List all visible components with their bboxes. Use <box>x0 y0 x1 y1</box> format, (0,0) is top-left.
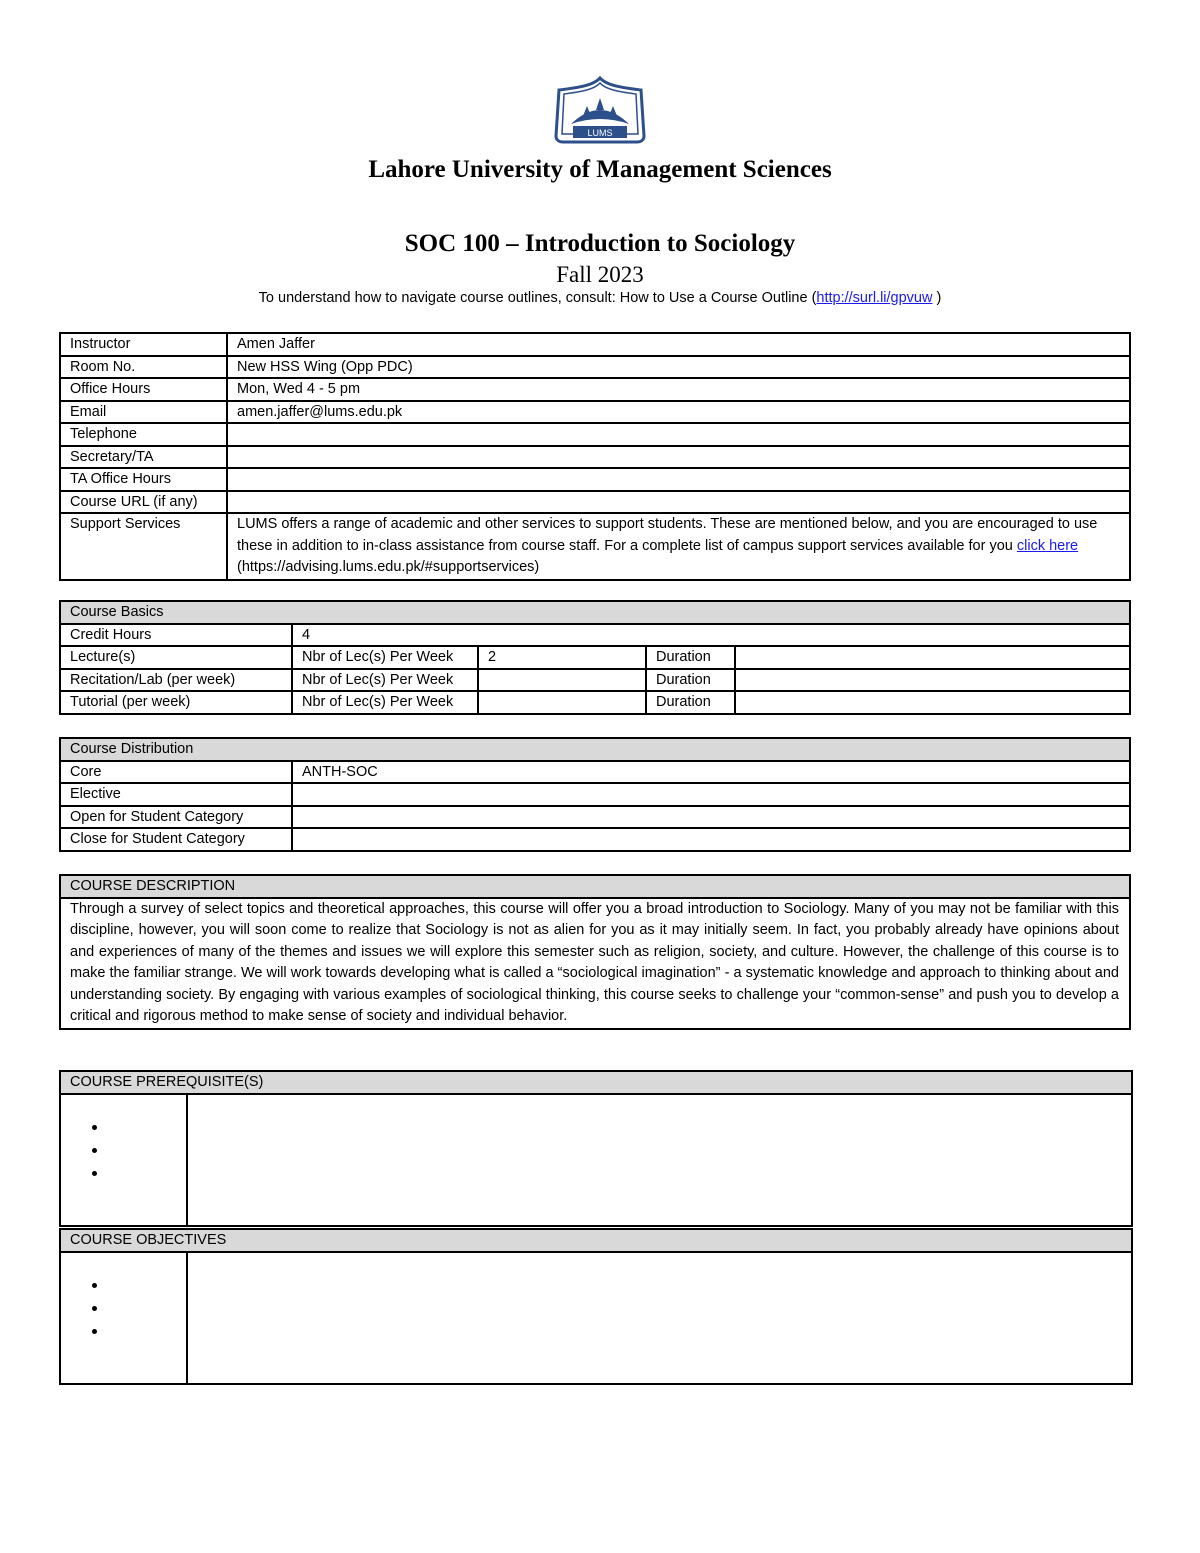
list-item <box>109 1273 186 1296</box>
duration-value <box>735 669 1130 692</box>
list-item <box>109 1161 186 1184</box>
list-item <box>109 1296 186 1319</box>
table-row <box>60 669 1130 692</box>
nbr-value: 2 <box>478 646 646 669</box>
table-header <box>60 601 1130 624</box>
elective-label: Elective <box>60 783 292 806</box>
telephone-label: Telephone <box>60 423 227 446</box>
nbr-label: Nbr of Lec(s) Per Week <box>292 691 478 714</box>
basics-row-label: Tutorial (per week) <box>60 691 292 714</box>
secretary-value <box>227 446 1130 469</box>
ta-hours-label: TA Office Hours <box>60 468 227 491</box>
instructor-value: Amen Jaffer <box>227 333 1130 356</box>
course-outline-guide <box>0 290 1200 306</box>
support-suffix: (https://advising.lums.edu.pk/#supportservices) <box>237 559 540 575</box>
duration-label: Duration <box>646 669 735 692</box>
lums-logo <box>553 76 647 146</box>
table-row <box>60 646 1130 669</box>
course-distribution-table <box>59 737 1131 852</box>
table-row <box>60 446 1130 469</box>
table-row <box>60 491 1130 514</box>
instructor-label: Instructor <box>60 333 227 356</box>
nbr-label: Nbr of Lec(s) Per Week <box>292 646 478 669</box>
credit-value: 4 <box>292 624 1130 647</box>
telephone-value <box>227 423 1130 446</box>
list-item <box>109 1115 186 1138</box>
description-text: Through a survey of select topics and theoretical approaches, this course will offer you a broad introduction to Sociology. Many of you may not be familiar with this discipline, however, you will soon come to realize that Sociology is not as alien for you as it may initially seem. In fact, you probably already have opinions about and experiences of many of the themes and issues we will explore this semester such as religion, society, and culture. However, the challenge of this course is to make the familiar strange. We will work towards developing what is called a “sociological imagination” - a systematic knowledge and approach to thinking about and understanding society. By engaging with various examples of sociological thinking, this course seeks to challenge your “common-sense” and push you to develop a critical and rigorous method to make sense of society and individual behavior. <box>60 898 1130 1029</box>
secretary-label: Secretary/TA <box>60 446 227 469</box>
prerequisites-table <box>59 1070 1133 1227</box>
support-text: LUMS offers a range of academic and other services to support students. These are mentioned below, and you are encouraged to use these in addition to in-class assistance from course staff. For a complete list of campus support services available for you <box>237 516 1098 554</box>
table-row <box>60 1094 1132 1226</box>
objectives-table <box>59 1228 1133 1385</box>
objectives-content <box>187 1252 1132 1384</box>
table-row <box>60 691 1130 714</box>
close-category-value <box>292 828 1130 851</box>
office-hours-value: Mon, Wed 4 - 5 pm <box>227 378 1130 401</box>
room-label: Room No. <box>60 356 227 379</box>
table-row <box>60 783 1130 806</box>
core-value: ANTH-SOC <box>292 761 1130 784</box>
objectives-title: COURSE OBJECTIVES <box>60 1229 1132 1252</box>
logo-text: LUMS <box>587 128 613 138</box>
room-value: New HSS Wing (Opp PDC) <box>227 356 1130 379</box>
nbr-value <box>478 669 646 692</box>
table-row <box>60 761 1130 784</box>
objectives-bullets <box>60 1252 187 1384</box>
distribution-title: Course Distribution <box>60 738 1130 761</box>
guide-link[interactable]: http://surl.li/gpvuw <box>816 290 933 306</box>
course-url-value <box>227 491 1130 514</box>
table-row <box>60 828 1130 851</box>
basics-row-label: Lecture(s) <box>60 646 292 669</box>
table-row <box>60 378 1130 401</box>
core-label: Core <box>60 761 292 784</box>
table-row <box>60 333 1130 356</box>
support-link[interactable]: click here <box>1016 537 1079 554</box>
table-row <box>60 898 1130 1029</box>
table-row <box>60 401 1130 424</box>
course-title: SOC 100 – Introduction to Sociology <box>404 230 796 257</box>
email-label: Email <box>60 401 227 424</box>
course-url-label: Course URL (if any) <box>60 491 227 514</box>
table-row <box>60 468 1130 491</box>
open-category-value <box>292 806 1130 829</box>
support-services-text <box>227 513 1130 580</box>
description-title: COURSE DESCRIPTION <box>60 875 1130 898</box>
basics-row-label: Recitation/Lab (per week) <box>60 669 292 692</box>
office-hours-label: Office Hours <box>60 378 227 401</box>
nbr-value <box>478 691 646 714</box>
elective-value <box>292 783 1130 806</box>
duration-value <box>735 646 1130 669</box>
support-label: Support Services <box>60 513 227 580</box>
table-row <box>60 624 1130 647</box>
duration-label: Duration <box>646 691 735 714</box>
guide-suffix: ) <box>932 290 942 306</box>
open-category-label: Open for Student Category <box>60 806 292 829</box>
prerequisites-content <box>187 1094 1132 1226</box>
table-row <box>60 1252 1132 1384</box>
bullet-list <box>61 1115 186 1184</box>
table-header <box>60 1071 1132 1094</box>
prerequisites-title: COURSE PREREQUISITE(S) <box>60 1071 1132 1094</box>
table-row <box>60 423 1130 446</box>
close-category-label: Close for Student Category <box>60 828 292 851</box>
credit-label: Credit Hours <box>60 624 292 647</box>
table-header <box>60 738 1130 761</box>
guide-prefix: To understand how to navigate course outlines, consult: How to Use a Course Outline ( <box>258 290 817 306</box>
list-item <box>109 1138 186 1161</box>
table-row <box>60 356 1130 379</box>
table-row <box>60 806 1130 829</box>
instructor-info-table <box>59 332 1131 581</box>
table-header <box>60 1229 1132 1252</box>
table-header <box>60 875 1130 898</box>
term: Fall 2023 <box>556 262 644 287</box>
basics-title: Course Basics <box>60 601 1130 624</box>
course-basics-table <box>59 600 1131 715</box>
duration-label: Duration <box>646 646 735 669</box>
email-value: amen.jaffer@lums.edu.pk <box>227 401 1130 424</box>
course-description-table <box>59 874 1131 1030</box>
duration-value <box>735 691 1130 714</box>
table-row <box>60 513 1130 580</box>
prerequisites-bullets <box>60 1094 187 1226</box>
university-name: Lahore University of Management Sciences <box>368 156 832 183</box>
bullet-list <box>61 1273 186 1342</box>
nbr-label: Nbr of Lec(s) Per Week <box>292 669 478 692</box>
list-item <box>109 1319 186 1342</box>
ta-hours-value <box>227 468 1130 491</box>
